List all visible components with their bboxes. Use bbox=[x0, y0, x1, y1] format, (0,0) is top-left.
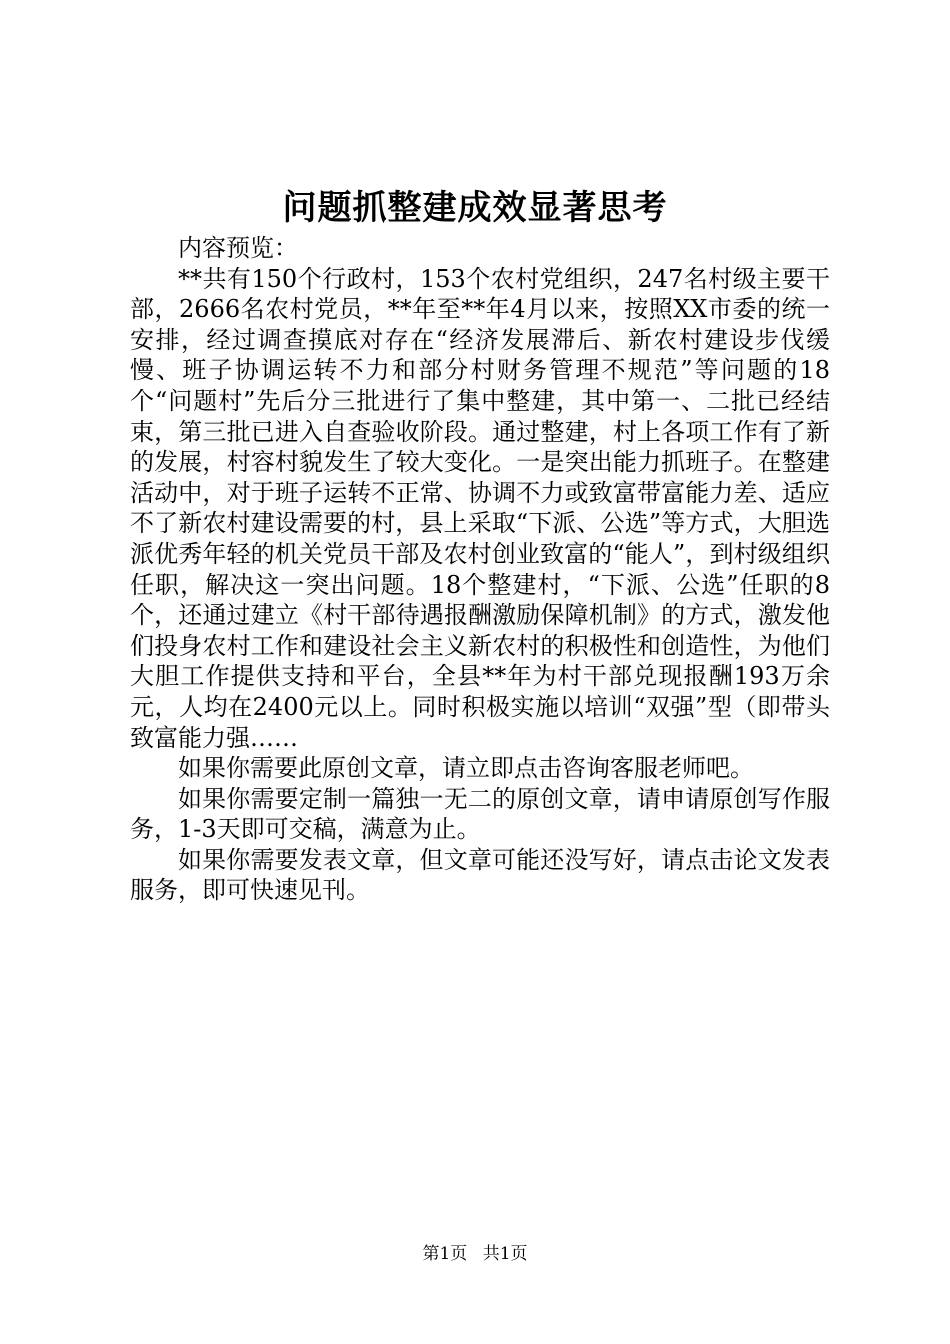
page-number: 第1页 bbox=[422, 1244, 468, 1264]
page-total: 共1页 bbox=[482, 1244, 528, 1264]
custom-writing-notice: 如果你需要定制一篇独一无二的原创文章，请申请原创写作服务，1-3天即可交稿，满意为止。 bbox=[130, 784, 830, 844]
page-footer bbox=[0, 1242, 950, 1266]
preview-label: 内容预览： bbox=[178, 234, 298, 262]
consult-notice: 如果你需要此原创文章，请立即点击咨询客服老师吧。 bbox=[178, 754, 754, 783]
document-body bbox=[130, 233, 830, 906]
publication-notice: 如果你需要发表文章，但文章可能还没写好，请点击论文发表服务，即可快速见刊。 bbox=[130, 845, 830, 905]
document-title: 问题抓整建成效显著思考 bbox=[282, 188, 668, 228]
preview-paragraph: **共有150个行政村，153个农村党组织，247名村级主要干部，2666名农村党员，**年至**年4月以来，按照XX市委的统一安排，经过调查摸底对存在“经济发展滞后、新农村建设步伐缓慢、班子协调运转不力和部分村财务管理不规范”等问题的18个“问题村”先后分三批进行了集中整建，其中第一、二批已经结束，第三批已进入自查验收阶段。通过整建，村上各项工作有了新的发展，村容村貌发生了较大变化。一是突出能力抓班子。在整建活动中，对于班子运转不正常、协调不力或致富带富能力差、适应不了新农村建设需要的村，县上采取“下派、公选”等方式，大胆选派优秀年轻的机关党员干部及农村创业致富的“能人”，到村级组织任职，解决这一突出问题。18个整建村，“下派、公选”任职的8个，还通过建立《村干部待遇报酬激励保障机制》的方式，激发他们投身农村工作和建设社会主义新农村的积极性和创造性，为他们大胆工作提供支持和平台，全县**年为村干部兑现报酬193万余元，人均在2400元以上。同时积极实施以培训“双强”型（即带头致富能力强…… bbox=[130, 264, 830, 752]
